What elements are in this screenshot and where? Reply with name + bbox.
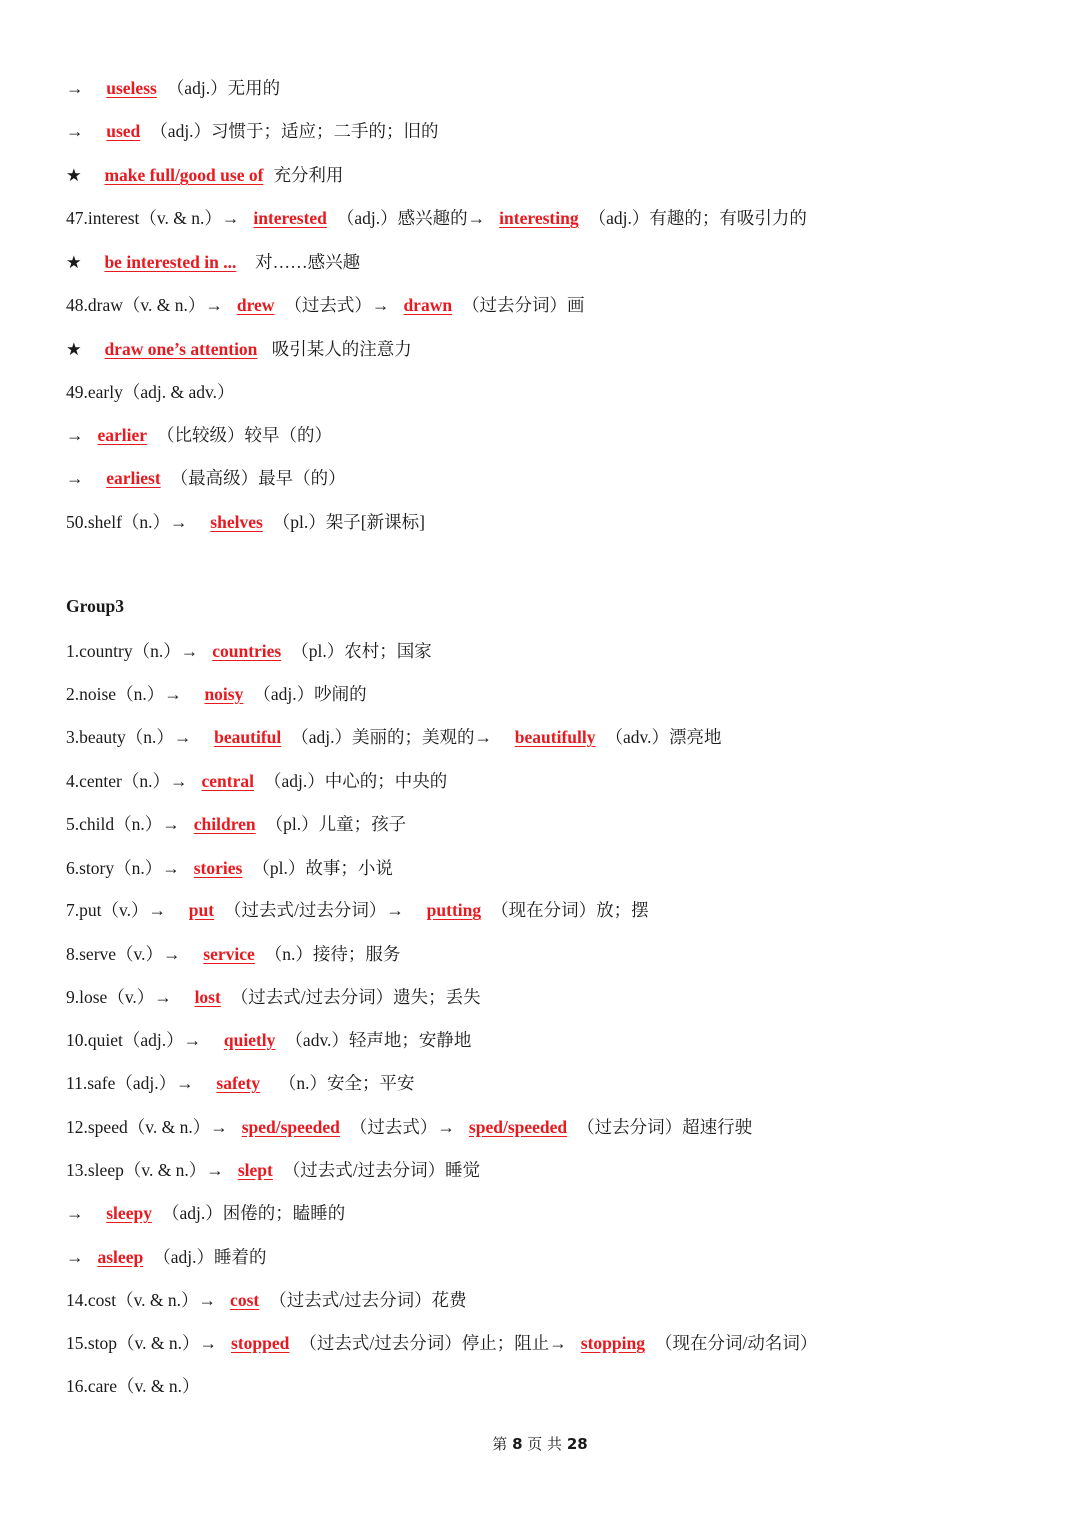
vocab-line <box>66 1245 266 1269</box>
answer-blank: shelves <box>210 512 263 532</box>
line-suffix: （adj.）吵闹的 <box>253 684 367 704</box>
answer-blank: central <box>201 771 254 791</box>
answer-blank: stopped <box>231 1333 290 1353</box>
vocab-line <box>66 337 412 361</box>
line-prefix: 13.sleep（v. & n.）→ <box>66 1160 224 1180</box>
line-suffix: （pl.）儿童；孩子 <box>265 814 407 834</box>
line-suffix: （比较级）较早（的） <box>157 425 333 445</box>
vocab-line <box>66 1158 480 1182</box>
answer-blank: lost <box>194 987 221 1007</box>
line-suffix: 充分利用 <box>273 165 344 185</box>
line-suffix: （adj.）有趣的；有吸引力的 <box>588 208 807 228</box>
group-heading: Group3 <box>66 596 125 616</box>
answer-blank: countries <box>212 641 282 661</box>
answer-blank: stopping <box>580 1333 645 1353</box>
answer-blank: beautiful <box>214 727 282 747</box>
answer-blank: cost <box>230 1290 260 1310</box>
answer-blank: make full/good use of <box>104 165 264 185</box>
line-prefix: 11.safe（adj.）→ <box>66 1073 203 1093</box>
page-footer <box>0 1433 1080 1454</box>
line-suffix: （pl.）故事；小说 <box>252 858 393 878</box>
line-prefix: 3.beauty（n.）→ <box>66 727 201 747</box>
line-prefix: 9.lose（v.）→ <box>66 987 181 1007</box>
line-middle: （过去式）→ <box>349 1117 455 1137</box>
line-suffix: （过去式/过去分词）花费 <box>269 1290 467 1310</box>
line-suffix: （adv.）轻声地；安静地 <box>285 1030 472 1050</box>
vocab-line <box>66 856 393 880</box>
vocab-line <box>66 1331 817 1355</box>
vocab-line <box>66 293 585 317</box>
line-prefix: ★ <box>66 339 91 359</box>
line-suffix: （现在分词）放；摆 <box>491 900 649 920</box>
line-suffix: （过去式/过去分词）遗失；丢失 <box>230 987 481 1007</box>
answer-blank: put <box>188 900 215 920</box>
footer-middle: 页 共 <box>527 1435 563 1453</box>
line-prefix: → <box>66 468 93 488</box>
line-suffix: （adv.）漂亮地 <box>605 727 722 747</box>
answer-blank: sleepy <box>106 1203 152 1223</box>
line-middle: （adj.）美丽的；美观的→ <box>291 727 501 747</box>
line-prefix: ★ <box>66 252 91 272</box>
answer-blank: noisy <box>204 684 244 704</box>
line-prefix: → <box>66 1247 84 1267</box>
footer-total-pages: 28 <box>566 1435 588 1453</box>
line-prefix: 6.story（n.）→ <box>66 858 180 878</box>
footer-prefix: 第 <box>492 1435 508 1453</box>
answer-blank: sped/speeded <box>468 1117 568 1137</box>
vocab-line <box>66 466 346 490</box>
line-middle: （过去式）→ <box>284 295 390 315</box>
answer-blank: stories <box>193 858 243 878</box>
line-middle: （过去式/过去分词）停止；阻止→ <box>299 1333 567 1353</box>
vocab-line <box>66 812 406 836</box>
vocab-line <box>66 1374 199 1398</box>
line-prefix: 14.cost（v. & n.）→ <box>66 1290 217 1310</box>
line-prefix: 5.child（n.）→ <box>66 814 180 834</box>
answer-blank: putting <box>426 900 482 920</box>
answer-blank: earlier <box>97 425 148 445</box>
answer-blank: used <box>106 121 141 141</box>
line-suffix: （最高级）最早（的） <box>170 468 346 488</box>
vocab-line <box>66 380 234 404</box>
line-prefix: 10.quiet（adj.）→ <box>66 1030 210 1050</box>
line-prefix: 12.speed（v. & n.）→ <box>66 1117 228 1137</box>
vocab-line <box>66 1115 752 1139</box>
line-prefix: → <box>66 78 93 98</box>
line-suffix: （pl.）架子[新课标] <box>272 512 425 532</box>
line-prefix: 16.care（v. & n.） <box>66 1376 200 1396</box>
answer-blank: useless <box>106 78 157 98</box>
footer-page-number: 8 <box>512 1435 523 1453</box>
line-prefix: 7.put（v.）→ <box>66 900 175 920</box>
vocab-line <box>66 985 481 1009</box>
vocab-line <box>66 725 722 749</box>
vocab-line <box>66 1071 415 1095</box>
line-prefix: → <box>66 121 93 141</box>
vocab-line <box>66 119 439 143</box>
line-suffix: （pl.）农村；国家 <box>291 641 432 661</box>
line-prefix: 50.shelf（n.）→ <box>66 512 197 532</box>
line-suffix: （adj.）无用的 <box>166 78 281 98</box>
line-suffix: 吸引某人的注意力 <box>267 339 412 359</box>
answer-blank: sped/speeded <box>241 1117 340 1137</box>
vocab-line <box>66 206 807 230</box>
line-prefix: 2.noise（n.）→ <box>66 684 191 704</box>
vocab-line <box>66 76 280 100</box>
answer-blank: slept <box>237 1160 273 1180</box>
line-prefix: 48.draw（v. & n.）→ <box>66 295 223 315</box>
vocab-line <box>66 1028 471 1052</box>
vocab-line <box>66 1201 345 1225</box>
line-suffix: （adj.）困倦的；瞌睡的 <box>161 1203 346 1223</box>
line-suffix: （n.）接待；服务 <box>264 944 401 964</box>
line-prefix: → <box>66 425 84 445</box>
answer-blank: beautifully <box>514 727 596 747</box>
line-suffix: （n.）安全；平安 <box>270 1073 415 1093</box>
line-suffix: （adj.）睡着的 <box>153 1247 267 1267</box>
vocab-line <box>66 510 425 534</box>
answer-blank: service <box>203 944 255 964</box>
line-prefix: 47.interest（v. & n.）→ <box>66 208 240 228</box>
vocab-line <box>66 163 343 187</box>
answer-blank: safety <box>216 1073 261 1093</box>
line-prefix: 49.early（adj. & adv.） <box>66 382 235 402</box>
answer-blank: interesting <box>499 208 579 228</box>
answer-blank: children <box>193 814 256 834</box>
line-prefix: ★ <box>66 165 91 185</box>
line-prefix: 8.serve（v.）→ <box>66 944 190 964</box>
line-suffix: （adj.）习惯于；适应；二手的；旧的 <box>150 121 439 141</box>
vocab-line <box>66 769 447 793</box>
answer-blank: drew <box>236 295 275 315</box>
line-suffix: （现在分词/动名词） <box>654 1333 818 1353</box>
answer-blank: interested <box>253 208 327 228</box>
vocab-line <box>66 898 649 922</box>
line-prefix: 1.country（n.）→ <box>66 641 199 661</box>
line-middle: （过去式/过去分词）→ <box>224 900 413 920</box>
vocab-line <box>66 250 360 274</box>
vocab-line <box>66 1288 467 1312</box>
line-middle: （adj.）感兴趣的→ <box>336 208 486 228</box>
answer-blank: drawn <box>403 295 453 315</box>
line-prefix: → <box>66 1203 93 1223</box>
answer-blank: earliest <box>106 468 161 488</box>
line-suffix: （过去分词）超速行驶 <box>577 1117 753 1137</box>
line-suffix: （过去式/过去分词）睡觉 <box>282 1160 481 1180</box>
line-suffix: （过去分词）画 <box>462 295 585 315</box>
vocab-line <box>66 942 400 966</box>
line-suffix: 对……感兴趣 <box>246 252 361 272</box>
vocab-line <box>66 423 332 447</box>
answer-blank: asleep <box>97 1247 144 1267</box>
vocab-line <box>66 682 367 706</box>
line-prefix: 4.center（n.）→ <box>66 771 188 791</box>
line-suffix: （adj.）中心的；中央的 <box>263 771 448 791</box>
line-prefix: 15.stop（v. & n.）→ <box>66 1333 218 1353</box>
answer-blank: draw one’s attention <box>104 339 258 359</box>
vocab-line <box>66 639 432 663</box>
answer-blank: quietly <box>223 1030 276 1050</box>
answer-blank: be interested in ... <box>104 252 237 272</box>
